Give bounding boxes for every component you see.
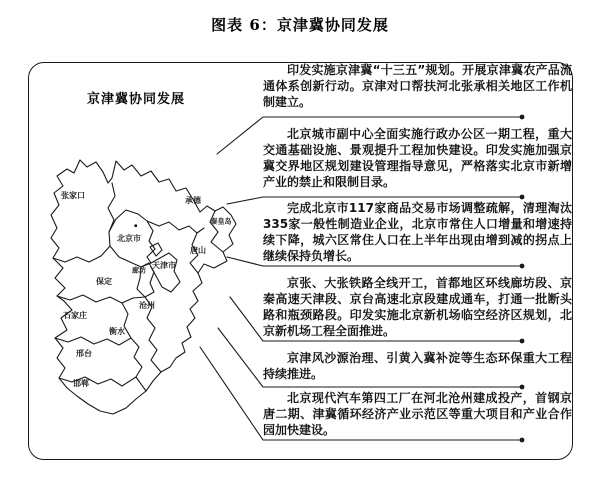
map-label-langfang: 廊坊	[132, 266, 146, 275]
map-label-chengde: 承德	[185, 196, 201, 205]
map-label-shijiazhuang: 石家庄	[63, 311, 87, 320]
map-label-cangzhou: 沧州	[139, 301, 155, 310]
callout-2-text: 北京城市副中心全面实施行政办公区一期工程，重大交通基础设施、景观提升工程加快建设。印发实施加强京冀交界地区规划建设管理指导意见，严格落实北京市新增产业的禁止和限制目录。	[263, 127, 572, 189]
map-label-tangshan: 唐山	[190, 246, 206, 255]
map-label-beijing: 北京市	[117, 234, 141, 243]
map-label-baoding: 保定	[96, 277, 112, 286]
callout-6-text: 北京现代汽车第四工厂在河北沧州建成投产，首钢京唐二期、津冀循环经济产业示范区等重大项目和产业合作园加快建设。	[263, 391, 572, 437]
callout-1-text: 印发实施京津冀“十三五”规划。开展京津冀农产品流通体系创新行动。京津对口帮扶河北张承相关地区工作机制建立。	[263, 63, 572, 109]
callout-4-text: 京张、大张铁路全线开工，首都地区环线廊坊段、京秦高速天津段、京台高速北京段建成通车，打通一批断头路和瓶颈路段。印发实施北京新机场临空经济区规划，北京新机场工程全面推进。	[263, 276, 572, 338]
map-label-tianjin: 天津市	[152, 261, 176, 270]
map-label-hengshui: 衡水	[109, 327, 125, 336]
map-heading: 京津冀协同发展	[86, 92, 185, 107]
callout-3-text: 完成北京市117家商品交易市场调整疏解，清理淘汰335家一般性制造业企业，北京市常住人口增量和增速持续下降，城六区常住人口在上半年出现由增到减的拐点上继续保持负增长。	[263, 201, 572, 263]
map-label-qinhuangdao: 秦皇岛	[210, 217, 232, 226]
capital-marker-icon: ▪	[134, 224, 138, 228]
map-label-handan: 邯郸	[73, 379, 89, 388]
page-title: 图表 6：京津冀协同发展	[211, 16, 389, 34]
map-label-xingtai: 邢台	[76, 349, 92, 358]
map-label-zhangjiakou: 张家口	[61, 191, 85, 200]
callout-5-text: 京津风沙源治理、引黄入冀补淀等生态环保重大工程持续推进。	[263, 351, 572, 381]
